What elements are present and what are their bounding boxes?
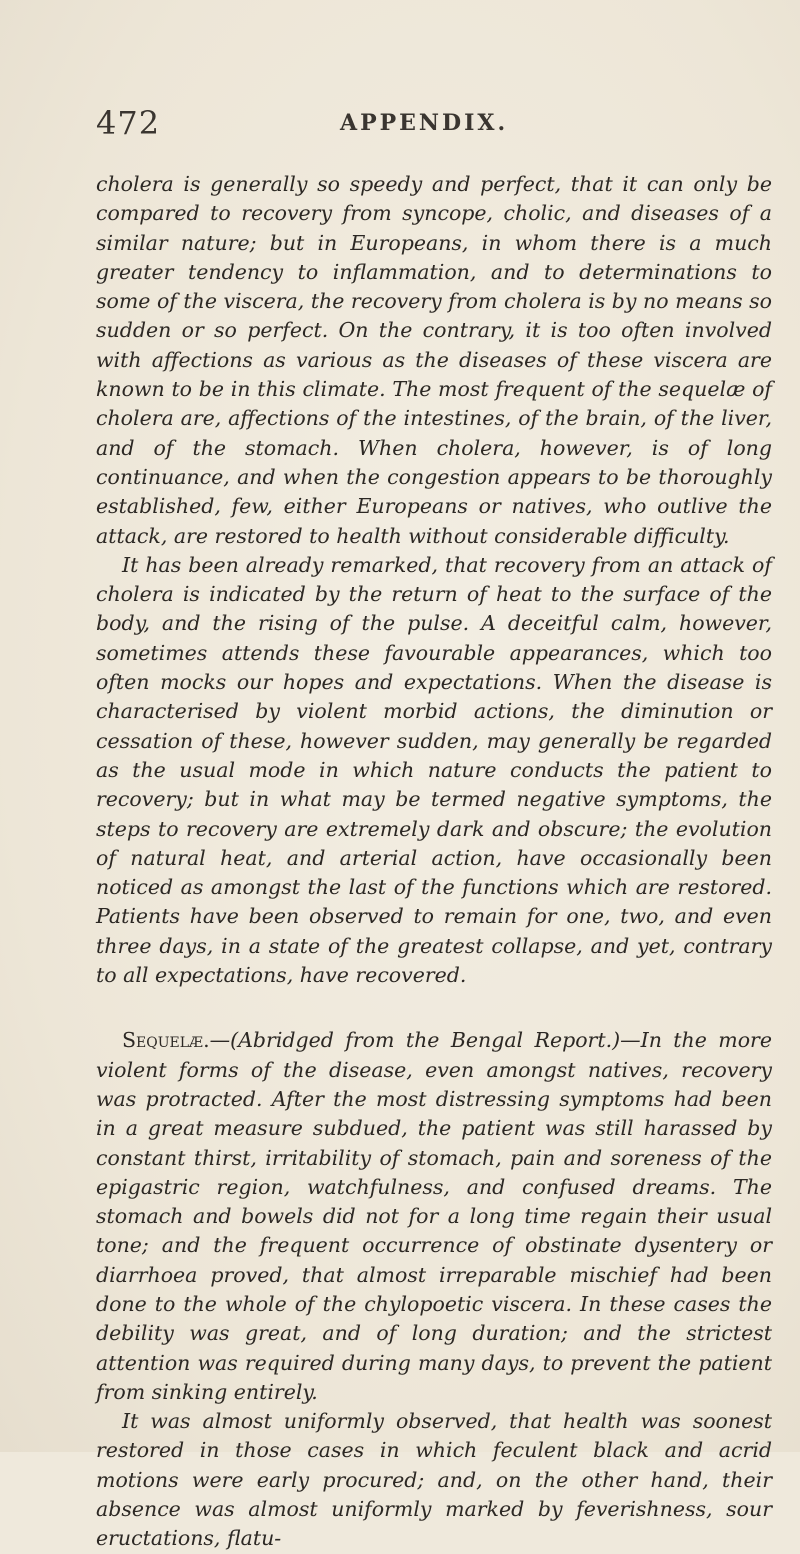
paragraph-sequelae-text: In the more violent forms of the disease, even amongst natives, recovery was protracted. After the most distressing symptoms had been in a great measure subdued, the patient was still harassed by constant thirst, irritability of stomach, pain and soreness of the epigastric region, watchfulness, and confused dreams. The stomach and bowels did not for a long time regain their usual tone; and the frequent occurrence of obstinate dysentery or diarrhoea proved, that almost irreparable mischief had been done to the whole of the chylopoetic viscera. In these cases the debility was great, and of long duration; and the strictest attention was required during many days, to prevent the patient from sinking entirely. — [96, 1028, 772, 1404]
body-text — [96, 170, 772, 1554]
running-head — [96, 104, 746, 144]
paragraph-sequelae — [96, 1026, 772, 1407]
paragraph-continuation: cholera is generally so speedy and perfect, that it can only be compared to recovery from syncope, cholic, and diseases of a similar nature; but in Europeans, in whom there is a much greater tendency to inflammation, and to determinations to some of the viscera, the recovery from cholera is by no means so sudden or so perfect. On the contrary, it is too often involved with affections as various as the diseases of these viscera are known to be in this climate. The most frequent of the sequelæ of cholera are, affections of the intestines, of the brain, of the liver, and of the stomach. When cholera, however, is of long continuance, and when the congestion appears to be thoroughly established, few, either Europeans or natives, who outlive the attack, are restored to health without considerable difficulty. — [96, 172, 772, 548]
paragraph-recovery: It has been already remarked, that recovery from an attack of cholera is indicated by the return of heat to the surface of the body, and the rising of the pulse. A deceitful calm, however, sometimes attends these favourable appearances, which too often mocks our hopes and expectations. When the disease is characterised by violent morbid actions, the diminution or cessation of these, however sudden, may generally be regarded as the usual mode in which nature conducts the patient to recovery; but in what may be termed negative symptoms, the steps to recovery are extremely dark and obscure; the evolution of natural heat, and arterial action, have occasionally been noticed as amongst the last of the functions which are restored. Patients have been observed to remain for one, two, and even three days, in a state of the greatest collapse, and yet, contrary to all expectations, have recovered. — [96, 552, 772, 988]
running-title: APPENDIX. — [340, 110, 509, 136]
paragraph-health-restored: It was almost uniformly observed, that health was soonest restored in those cases in which feculent black and acrid motions were early procured; and, on the other hand, their absence was almost uniformly marked by feverishness, sour eructations, flatu- — [96, 1409, 772, 1551]
page-number: 472 — [96, 104, 161, 142]
source-note: —(Abridged from the Bengal Report.)— — [209, 1028, 641, 1053]
section-lead: Sequelæ. — [122, 1028, 210, 1053]
